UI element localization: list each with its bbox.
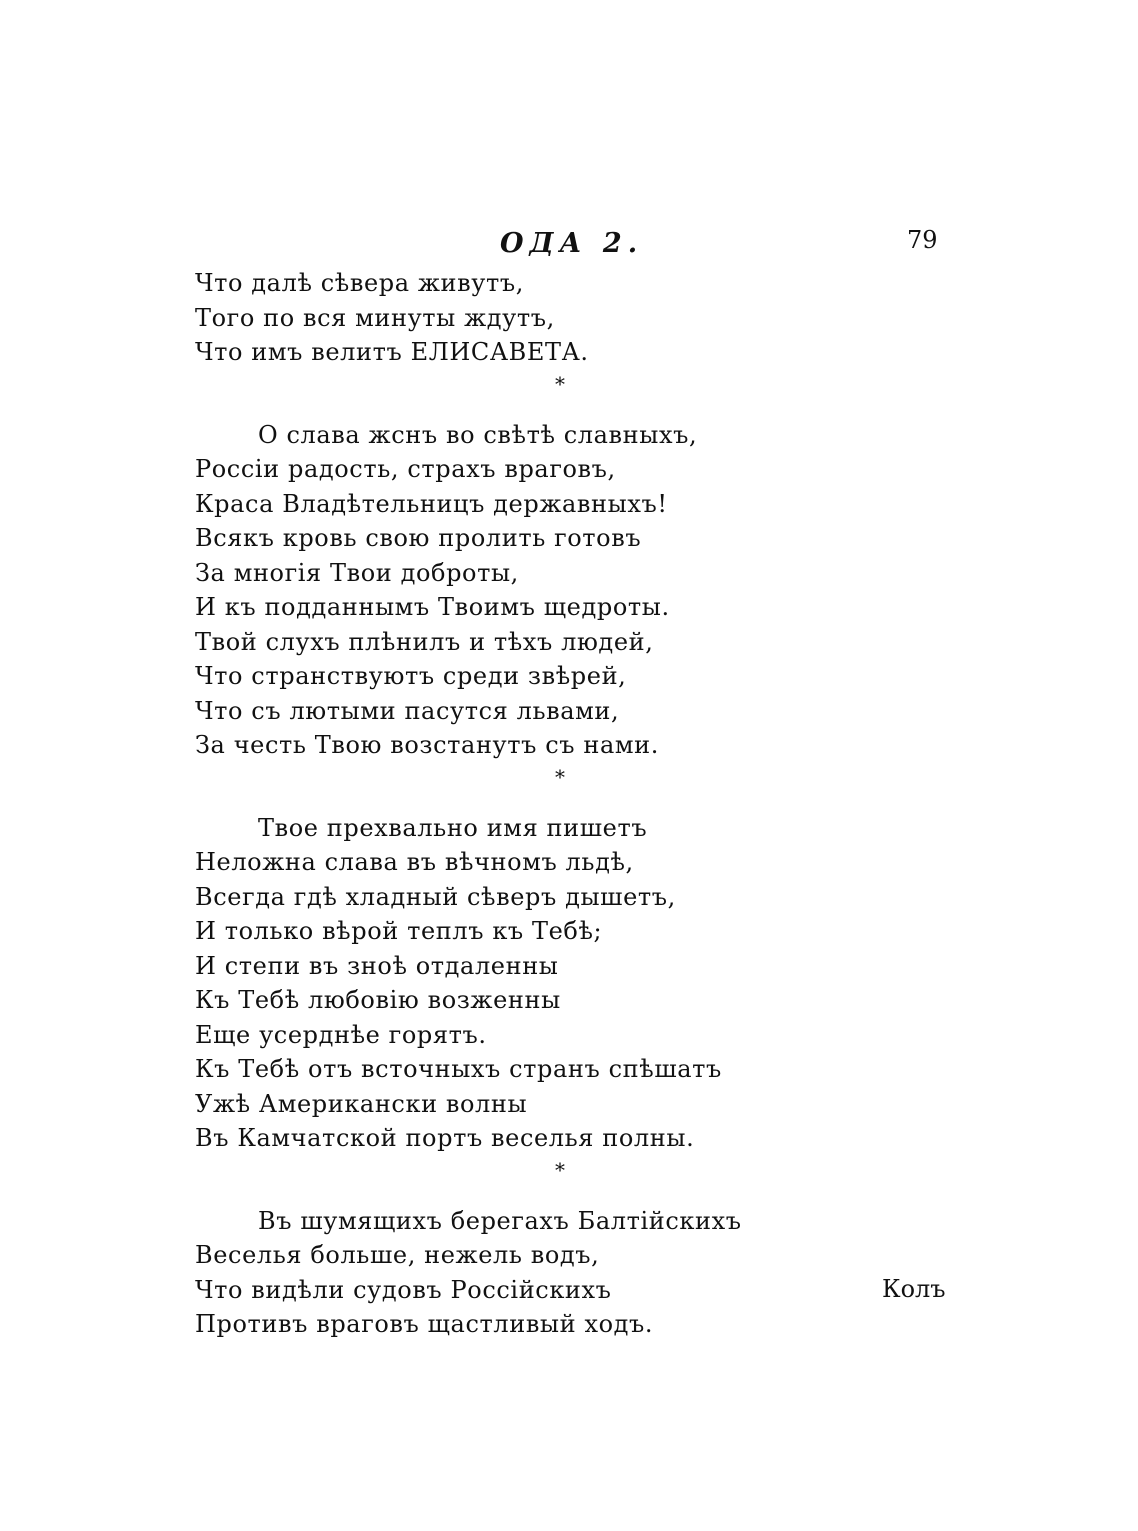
poem-line: Что съ лютыми пасутся львами, [195,696,620,725]
catchword: Колъ [882,1275,946,1303]
poem-line: Противъ враговъ щастливый ходъ. [195,1310,654,1338]
page-number: 79 [907,226,938,254]
poem-line: Всегда гдѣ хладный сѣверъ дышетъ, [195,882,676,911]
poem-line: За многія Твои доброты, [195,558,519,587]
poem-line: Твой слухъ плѣнилъ и тѣхъ людей, [195,627,654,656]
running-title: ОДА 2. [500,228,644,259]
stanza-separator: * [555,371,565,396]
poem-line: И только вѣрой теплъ къ Тебѣ; [195,917,603,945]
poem-line: Еще усерднѣе горятъ. [195,1020,487,1049]
poem-line: Что странствуютъ среди звѣрей, [195,662,627,690]
poem-line: Что имъ велитъ ЕЛИСАВЕТА. [195,338,589,366]
poem-line: Краса Владѣтельницъ державныхъ! [195,489,668,518]
poem-line: Твое прехвально имя пишетъ [258,813,648,842]
poem-line: За честь Твою возстанутъ съ нами. [195,731,659,759]
poem-line: Того по вся минуты ждутъ, [195,303,555,332]
stanza-separator: * [555,1157,565,1182]
poem-line: И къ подданнымъ Твоимъ щедроты. [195,593,670,621]
poem-line: Что далѣ сѣвера живутъ, [195,269,524,297]
poem-line: Россіи радость, страхъ враговъ, [195,455,616,483]
poem-line: Веселья больше, нежель водъ, [195,1241,600,1269]
poem-line: Въ Камчатской портъ веселья полны. [195,1124,695,1152]
poem-line: Въ шумящихъ берегахъ Балтійскихъ [258,1206,742,1235]
stanza-separator: * [555,764,565,789]
poem-line: Что видѣли судовъ Россійскихъ [195,1275,612,1304]
poem-line: О слава жснъ во свѣтѣ славныхъ, [258,420,698,449]
stanza-3 [195,811,955,1156]
stanza-1 [195,266,955,370]
poem-text [195,266,955,1342]
poem-line: Неложна слава въ вѣчномъ льдѣ, [195,848,634,876]
poem-line: Всякъ кровь свою пролить готовъ [195,524,642,552]
poem-line: И степи въ знoѣ отдаленны [195,951,559,980]
poem-line: Къ Тебѣ любовію возженны [195,986,561,1014]
poem-line: Къ Тебѣ отъ всточныхъ странъ спѣшатъ [195,1055,722,1083]
stanza-4 [195,1204,955,1342]
stanza-2 [195,418,955,763]
poem-line: Ужѣ Американски волны [195,1089,528,1118]
